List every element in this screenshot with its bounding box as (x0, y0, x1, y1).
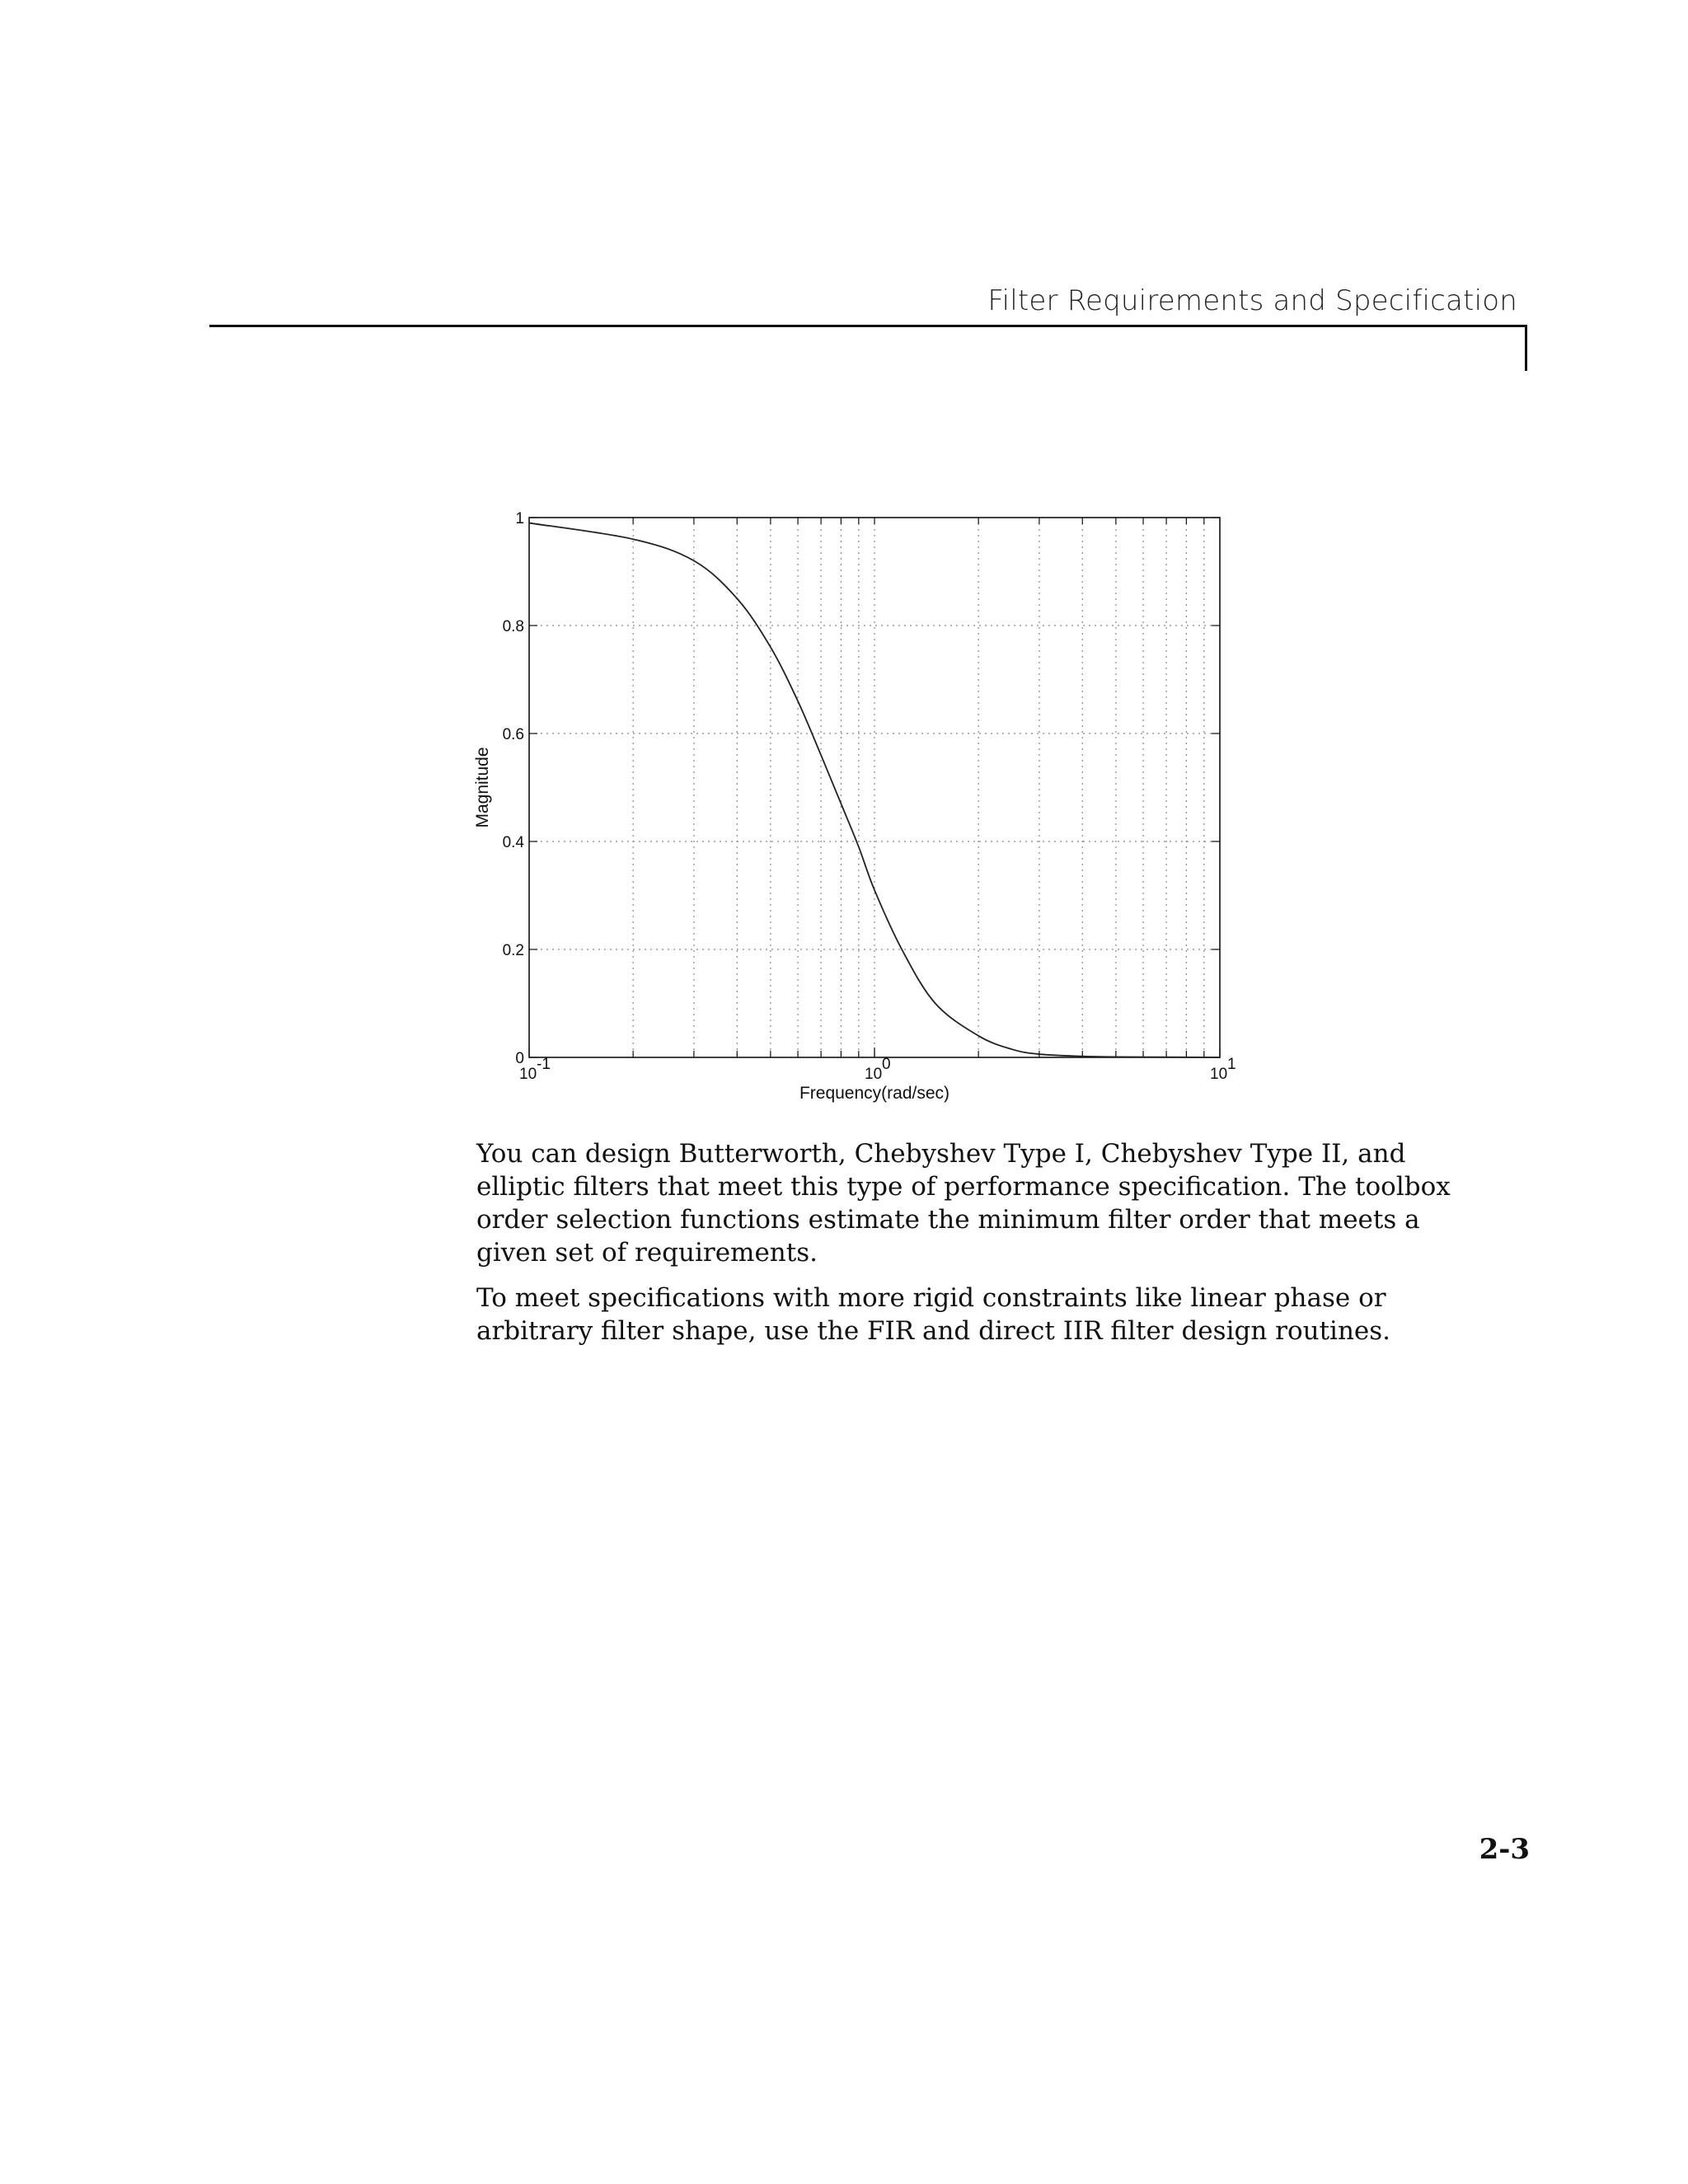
y-tick-label: 0.4 (502, 834, 524, 851)
y-tick-label: 0 (515, 1050, 524, 1067)
header-rule-corner (1525, 325, 1527, 371)
y-axis-label: Magnitude (473, 747, 492, 828)
y-tick-label: 0.2 (502, 942, 524, 959)
body-paragraph-1 (476, 1137, 1465, 1269)
x-tick-label: 10 (865, 1066, 883, 1083)
x-tick-exponent: 1 (1227, 1056, 1236, 1073)
paragraph-design-filters: You can design Butterworth, Chebyshev Type I, Chebyshev Type II, and elliptic filters that meet this type of performance specification. The toolbox order selection functions estimate the minimum filter order that meets a given set of requirements. (476, 1139, 1451, 1268)
y-tick-label: 0.8 (502, 618, 524, 635)
magnitude-response-figure (462, 494, 1253, 1121)
y-tick-label: 0.6 (502, 726, 524, 743)
x-tick-label: 10 (1210, 1066, 1228, 1083)
running-header-title: Filter Requirements and Specification (987, 284, 1517, 317)
x-axis-label: Frequency(rad/sec) (799, 1084, 950, 1103)
y-tick-label: 1 (515, 510, 524, 527)
body-paragraph-2 (476, 1282, 1465, 1347)
header-rule (209, 325, 1527, 327)
page-number: 2-3 (1479, 1833, 1530, 1866)
x-tick-exponent: 0 (882, 1056, 891, 1073)
x-tick-exponent: -1 (537, 1056, 551, 1073)
paragraph-fir-iir-routines: To meet specifications with more rigid constraints like linear phase or arbitrary filter shape, use the FIR and direct IIR filter design routines. (476, 1283, 1391, 1346)
magnitude-chart (462, 494, 1253, 1121)
x-tick-label: 10 (519, 1066, 537, 1083)
